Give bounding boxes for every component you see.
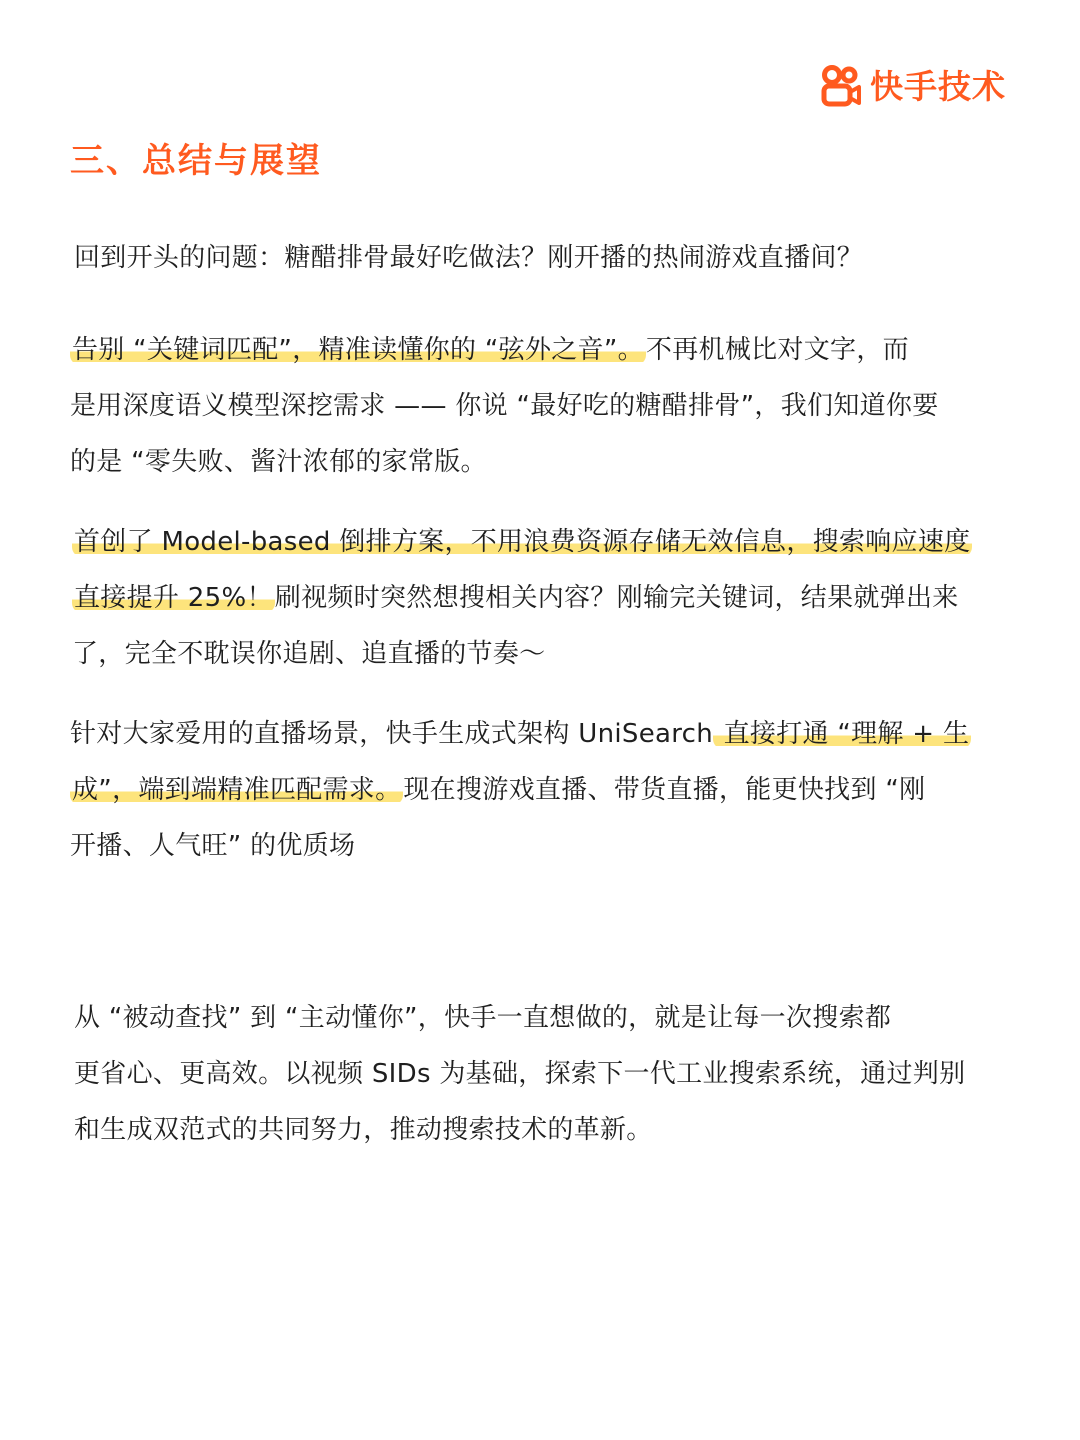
brand-name: 快手技术 <box>870 66 1006 106</box>
section-title: 三、总结与展望 <box>70 141 322 181</box>
paragraph-line <box>72 514 1022 570</box>
paragraph-closing <box>74 990 1024 1158</box>
paragraph-line: 更省心、更高效。以视频 SIDs 为基础，探索下一代工业搜索系统，通过判别 <box>74 1059 966 1089</box>
paragraph-question <box>74 230 1024 286</box>
paragraph-line: 从 “被动查找” 到 “主动懂你”，快手一直想做的，就是让每一次搜索都 <box>74 1003 892 1033</box>
paragraph-line: 和生成双范式的共同努力，推动搜索技术的革新。 <box>74 1115 653 1145</box>
paragraph-semantic <box>70 322 1020 490</box>
paragraph-text: 不再机械比对文字，而 <box>645 335 909 365</box>
paragraph-line <box>70 322 1020 378</box>
paragraph-line <box>72 570 1022 626</box>
paragraph-unisearch <box>70 706 1020 874</box>
paragraph-index <box>72 514 1022 682</box>
highlighted-text: 成”，端到端精准匹配需求。 <box>72 775 402 805</box>
highlighted-text: 直接提升 25%！ <box>74 583 273 613</box>
paragraph-line: 了，完全不耽误你追剧、追直播的节奏～ <box>72 639 546 669</box>
paragraph-line: 的是 “零失败、酱汁浓郁的家常版。 <box>70 447 487 477</box>
paragraph-line <box>70 762 1020 818</box>
paragraph-line: 是用深度语义模型深挖需求 —— 你说 “最好吃的糖醋排骨”，我们知道你要 <box>70 391 939 421</box>
paragraph-line: 开播、人气旺” 的优质场 <box>70 831 356 861</box>
paragraph-line <box>70 706 1020 762</box>
highlighted-text: 告别 “关键词匹配”，精准读懂你的 “弦外之音”。 <box>72 335 644 365</box>
paragraph-text: 现在搜游戏直播、带货直播，能更快找到 “刚 <box>403 775 926 805</box>
paragraph-line: 回到开头的问题：糖醋排骨最好吃做法？刚开播的热闹游戏直播间？ <box>74 243 864 273</box>
paragraph-text: 刷视频时突然想搜相关内容？刚输完关键词，结果就弹出来 <box>274 583 959 613</box>
highlighted-text: 直接打通 “理解 + 生 <box>715 719 970 749</box>
paragraph-text: 针对大家爱用的直播场景，快手生成式架构 UniSearch <box>70 719 714 749</box>
kuaishou-logo-icon <box>820 64 862 108</box>
brand-logo <box>820 64 1006 108</box>
highlighted-text: 首创了 Model-based 倒排方案，不用浪费资源存储无效信息，搜索响应速度 <box>74 527 971 557</box>
